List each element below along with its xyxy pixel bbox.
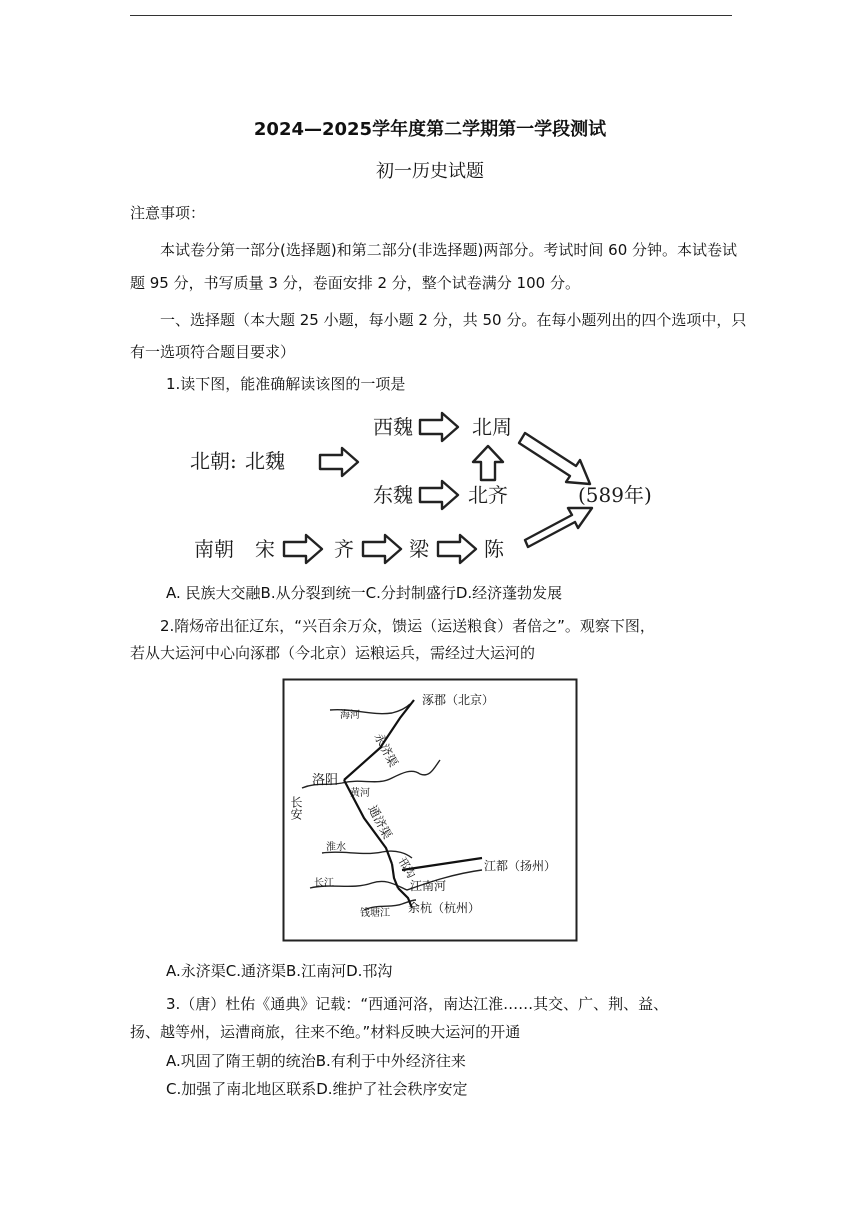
yongjiqu-label: 永济渠 <box>371 730 401 770</box>
q3-options-cd: C.加强了南北地区联系D.维护了社会秩序安定 <box>166 1080 468 1098</box>
liang-label: 梁 <box>409 537 429 561</box>
q3-line-1: 3.（唐）杜佑《通典》记载：“西通河洛，南达江淮……其交、广、荆、益、 <box>166 995 669 1013</box>
arrow-qi <box>363 535 401 563</box>
q3-options-ab: A.巩固了隋王朝的统治B.有利于中外经济往来 <box>166 1052 466 1070</box>
qi-label: 齐 <box>334 537 354 561</box>
yuhang-label: 余杭（杭州） <box>408 901 481 915</box>
arrow-chen-589 <box>525 508 592 547</box>
haihe-label: 海河 <box>340 710 360 721</box>
grand-canal-map <box>282 678 578 942</box>
arrow-dongwei <box>420 481 458 509</box>
xiwei-label: 西魏 <box>373 415 413 439</box>
q2-line-1: 2.隋炀帝出征辽东，“兴百余万众，馈运（运送粮食）者倍之”。观察下图， <box>160 617 655 635</box>
section1-line-2: 有一选项符合题目要求） <box>130 343 296 361</box>
arrow-song <box>284 535 322 563</box>
zhuojun-label: 涿郡（北京） <box>422 693 495 707</box>
notice-heading: 注意事项： <box>130 204 206 222</box>
q2-line-2: 若从大运河中心向涿郡（今北京）运粮运兵，需经过大运河的 <box>130 644 536 662</box>
luoyang-label: 洛阳 <box>312 773 339 788</box>
section1-line-1: 一、选择题（本大题 25 小题，每小题 2 分，共 50 分。在每小题列出的四个选项中，只 <box>160 311 747 329</box>
dynasty-diagram <box>180 400 660 572</box>
q3-line-2: 扬、越等州，运漕商旅，往来不绝。”材料反映大运河的开通 <box>130 1023 521 1041</box>
q1-stem: 1.读下图，能准确解读该图的一项是 <box>166 375 406 393</box>
song-label: 宋 <box>255 537 275 561</box>
q2-options: A.永济渠C.通济渠B.江南河D.邗沟 <box>166 962 393 980</box>
south-label: 南朝 <box>194 537 234 561</box>
beiqi-label: 北齐 <box>468 483 508 507</box>
qiantang-label: 钱塘江 <box>360 908 390 919</box>
top-rule <box>130 15 732 16</box>
changjiang-label: 长江 <box>314 878 334 889</box>
huanghe-label: 黄河 <box>350 788 370 799</box>
q1-options: A. 民族大交融B.从分裂到统一C.分封制盛行D.经济蓬勃发展 <box>166 584 563 602</box>
year-label: (589年) <box>578 483 652 507</box>
page-title: 2024—2025学年度第二学期第一学段测试 <box>253 119 607 140</box>
hangou-label: 邗沟 <box>395 855 418 881</box>
huaishui-label: 淮水 <box>326 842 346 853</box>
page-subtitle: 初一历史试题 <box>376 161 484 182</box>
dongwei-label: 东魏 <box>373 483 413 507</box>
jiangdu-label: 江都（扬州） <box>484 859 557 873</box>
beiwei-label: 北魏 <box>245 449 285 473</box>
notice-line-2: 题 95 分，书写质量 3 分，卷面安排 2 分，整个试卷满分 100 分。 <box>130 274 580 292</box>
tongjiqu-label: 通济渠 <box>365 802 395 842</box>
beizhou-label: 北周 <box>472 415 512 439</box>
jiangnanhe-label: 江南河 <box>410 879 447 893</box>
chen-label: 陈 <box>484 537 504 561</box>
arrow-up <box>473 446 503 480</box>
changan-label: 长安 <box>289 796 303 820</box>
arrow-xiwei <box>420 413 458 441</box>
arrow-beizhou-589 <box>519 433 590 484</box>
north-label: 北朝: <box>190 449 237 473</box>
notice-line-1: 本试卷分第一部分(选择题)和第二部分(非选择题)两部分。考试时间 60 分钟。本试卷试 <box>160 241 738 259</box>
arrow-beiwei <box>320 448 358 476</box>
arrow-liang <box>438 535 476 563</box>
